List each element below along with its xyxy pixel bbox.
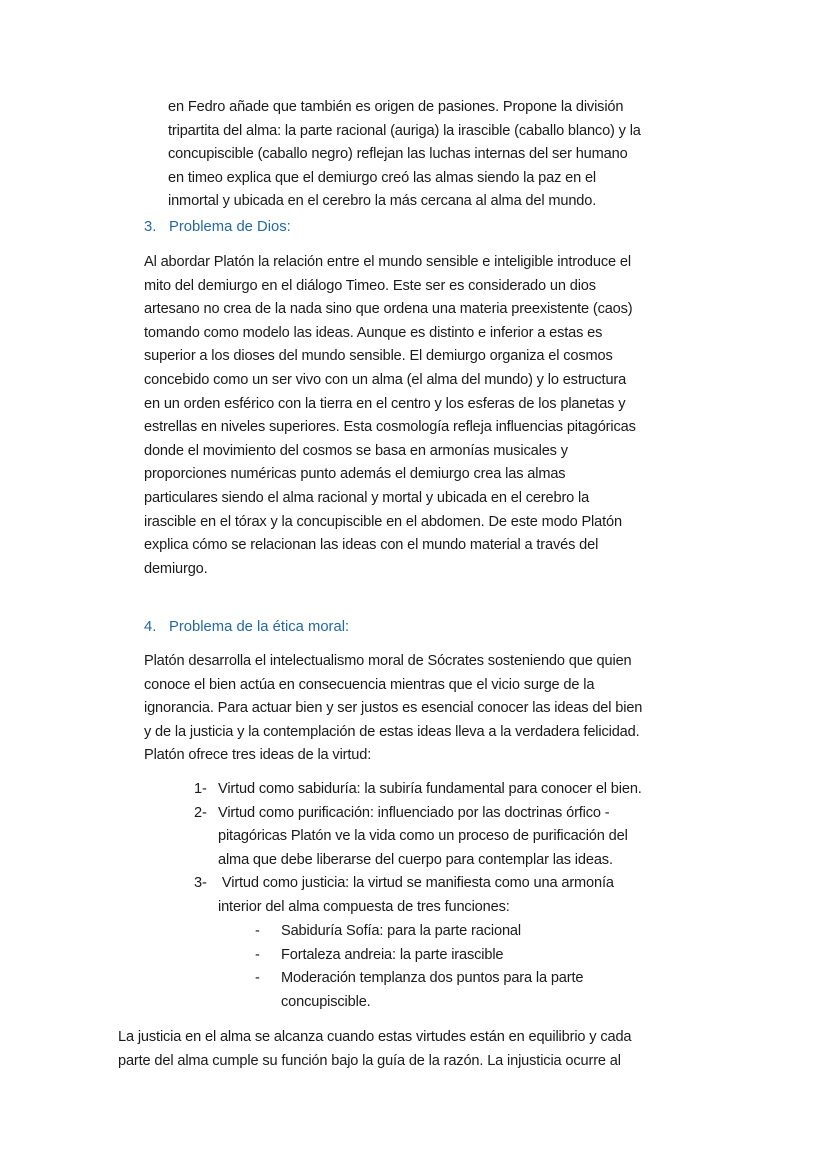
- text-line: concebido como un ser vivo con un alma (el alma del mundo) y lo estructura: [144, 371, 627, 388]
- section-4-paragraph: [144, 650, 642, 768]
- text-line: conoce el bien actúa en consecuencia mientras que el vicio surge de la: [144, 676, 595, 693]
- list-marker: -: [255, 923, 260, 939]
- text-line: estrellas en niveles superiores. Esta cosmología refleja influencias pitagóricas: [144, 419, 636, 436]
- text-line: y de la justicia y la contemplación de estas ideas lleva a la verdadera felicidad.: [144, 723, 640, 740]
- text-line: demiurgo.: [144, 560, 208, 577]
- text-line: Sabiduría Sofía: para la parte racional: [281, 923, 521, 939]
- section-4-heading: [144, 615, 349, 639]
- virtues-list: [194, 778, 642, 920]
- section-3-heading: [144, 215, 291, 239]
- text-line: Platón ofrece tres ideas de la virtud:: [144, 747, 372, 764]
- functions-list: [255, 920, 583, 1014]
- list-item: [255, 920, 583, 944]
- list-marker: 3-: [194, 875, 207, 892]
- list-marker: -: [255, 970, 260, 987]
- heading-title: Problema de la ética moral:: [169, 619, 350, 635]
- text-line: Moderación templanza dos puntos para la parte: [281, 970, 584, 987]
- text-line: ignorancia. Para actuar bien y ser justos es esencial conocer las ideas del bien: [144, 700, 643, 717]
- text-line: interior del alma compuesta de tres funciones:: [218, 898, 510, 915]
- text-line: inmortal y ubicada en el cerebro la más cercana al alma del mundo.: [168, 193, 597, 210]
- heading-number: 3.: [144, 219, 157, 235]
- text-line: tripartita del alma: la parte racional (auriga) la irascible (caballo blanco) y la: [168, 122, 641, 139]
- text-line: Virtud como justicia: la virtud se manifiesta como una armonía: [218, 875, 614, 892]
- text-line: explica cómo se relacionan las ideas con el mundo material a través del: [144, 537, 599, 554]
- heading-number: 4.: [144, 619, 157, 635]
- list-marker: 1-: [194, 781, 207, 797]
- text-line: Fortaleza andreia: la parte irascible: [281, 946, 504, 963]
- closing-paragraph: [118, 1026, 631, 1073]
- text-line: donde el movimiento del cosmos se basa en armonías musicales y: [144, 442, 568, 459]
- text-line: pitagóricas Platón ve la vida como un proceso de purificación del: [218, 828, 628, 845]
- text-line: alma que debe liberarse del cuerpo para contemplar las ideas.: [218, 851, 613, 868]
- list-marker: -: [255, 946, 260, 963]
- text-line: en timeo explica que el demiurgo creó las almas siendo la paz en el: [168, 169, 597, 186]
- text-line: tomando como modelo las ideas. Aunque es distinto e inferior a estas es: [144, 324, 603, 341]
- text-line: superior a los dioses del mundo sensible. El demiurgo organiza el cosmos: [144, 348, 613, 365]
- text-line: La justicia en el alma se alcanza cuando estas virtudes están en equilibrio y cada: [118, 1029, 632, 1045]
- text-line: artesano no crea de la nada sino que ordena una materia preexistente (caos): [144, 301, 633, 318]
- text-line: mito del demiurgo en el diálogo Timeo. Este ser es considerado un dios: [144, 277, 596, 294]
- text-line: irascible en el tórax y la concupiscible en el abdomen. De este modo Platón: [144, 513, 622, 530]
- list-item: [255, 967, 583, 1014]
- section-3-paragraph: [144, 251, 636, 581]
- text-line: Virtud como sabiduría: la subiría fundamental para conocer el bien.: [218, 781, 642, 797]
- heading-title: Problema de Dios:: [169, 219, 291, 235]
- text-line: en un orden esférico con la tierra en el centro y los esferas de los planetas y: [144, 395, 626, 412]
- text-line: Virtud como purificación: influenciado por las doctrinas órfico -: [218, 804, 610, 821]
- list-marker: 2-: [194, 804, 207, 821]
- text-line: particulares siendo el alma racional y mortal y ubicada en el cerebro la: [144, 489, 590, 506]
- intro-paragraph: [168, 96, 641, 214]
- text-line: proporciones numéricas punto además el demiurgo crea las almas: [144, 466, 566, 483]
- list-item: [255, 944, 583, 968]
- text-line: parte del alma cumple su función bajo la guía de la razón. La injusticia ocurre al: [118, 1052, 621, 1069]
- text-line: Platón desarrolla el intelectualismo moral de Sócrates sosteniendo que quien: [144, 653, 632, 669]
- list-item: [194, 872, 642, 919]
- text-line: concupiscible.: [281, 993, 371, 1010]
- list-item: [194, 778, 642, 802]
- text-line: concupiscible (caballo negro) reflejan las luchas internas del ser humano: [168, 146, 628, 163]
- text-line: en Fedro añade que también es origen de pasiones. Propone la división: [168, 99, 624, 115]
- text-line: Al abordar Platón la relación entre el mundo sensible e inteligible introduce el: [144, 254, 631, 270]
- list-item: [194, 802, 642, 873]
